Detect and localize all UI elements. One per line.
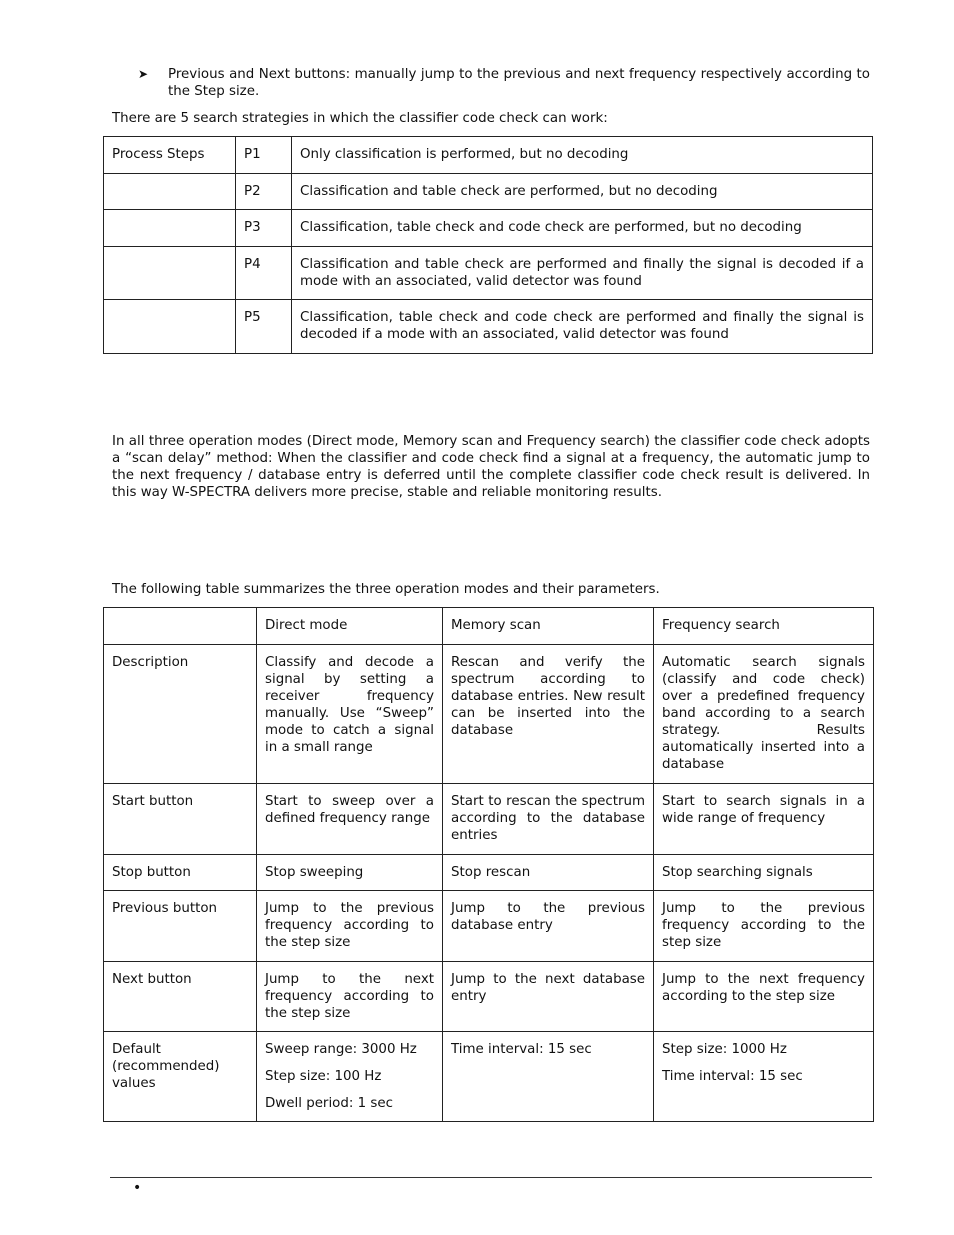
empty-cell (104, 210, 236, 247)
default-value: Dwell period: 1 sec (265, 1096, 393, 1111)
bullet-text: Previous and Next buttons: manually jump to the previous and next frequency respectively according to the Step size. (168, 67, 870, 99)
row-label: Default (recommended) values (104, 1032, 257, 1122)
frequency-cell: Jump to the previous frequency according to the step size (654, 891, 874, 962)
table-row (104, 784, 874, 855)
empty-cell (104, 300, 236, 354)
row-label: Start button (104, 784, 257, 855)
header-memory-scan: Memory scan (443, 608, 654, 645)
process-steps-label: Process Steps (104, 137, 236, 174)
row-label: Previous button (104, 891, 257, 962)
table-header-row (104, 608, 874, 645)
intro-strategies: There are 5 search strategies in which the classifier code check can work: (112, 111, 608, 126)
direct-cell: Start to sweep over a defined frequency range (257, 784, 443, 855)
step-description: Only classification is performed, but no decoding (292, 137, 873, 174)
memory-cell: Jump to the previous database entry (443, 891, 654, 962)
default-value: Step size: 1000 Hz (662, 1042, 787, 1057)
memory-cell: Rescan and verify the spectrum according to database entries. New result can be inserted into the database (443, 645, 654, 784)
table-row (104, 645, 874, 784)
direct-cell: Jump to the next frequency according to the step size (257, 962, 443, 1032)
table-row (104, 174, 873, 210)
table-row (104, 210, 873, 247)
memory-cell: Stop rescan (443, 855, 654, 891)
table-row (104, 137, 873, 174)
table-row (104, 962, 874, 1032)
header-empty (104, 608, 257, 645)
row-label: Stop button (104, 855, 257, 891)
default-value: Sweep range: 3000 Hz (265, 1042, 417, 1057)
footer-rule (110, 1177, 872, 1178)
row-label: Description (104, 645, 257, 784)
frequency-cell: Stop searching signals (654, 855, 874, 891)
direct-cell (257, 1032, 443, 1122)
step-id: P3 (236, 210, 292, 247)
step-id: P5 (236, 300, 292, 354)
default-value: Step size: 100 Hz (265, 1069, 382, 1084)
scan-delay-paragraph: In all three operation modes (Direct mode, Memory scan and Frequency search) the classifier code check adopts a “scan delay” method: When the classifier and code check find a signal at a frequency, the automatic jump to the next frequency / database entry is deferred until the complete classifier code check result is delivered. In this way W-SPECTRA delivers more precise, stable and reliable monitoring results. (112, 434, 870, 500)
direct-cell: Stop sweeping (257, 855, 443, 891)
step-id: P2 (236, 174, 292, 210)
frequency-cell: Jump to the next frequency according to the step size (654, 962, 874, 1032)
modes-table (103, 607, 874, 1122)
bullet-item (140, 66, 870, 100)
header-frequency-search: Frequency search (654, 608, 874, 645)
table-row (104, 891, 874, 962)
table-row (104, 300, 873, 354)
step-id: P1 (236, 137, 292, 174)
arrow-bullet-icon: ➤ (138, 67, 149, 81)
step-description: Classification, table check and code check are performed, but no decoding (292, 210, 873, 247)
strategies-table (103, 136, 873, 354)
frequency-cell: Start to search signals in a wide range of frequency (654, 784, 874, 855)
memory-cell: Start to rescan the spectrum according to the database entries (443, 784, 654, 855)
empty-cell (104, 174, 236, 210)
frequency-cell: Automatic search signals (classify and code check) over a predefined frequency band according to a search strategy. Results automatically inserted into a database (654, 645, 874, 784)
memory-cell (443, 1032, 654, 1122)
row-label: Next button (104, 962, 257, 1032)
step-description: Classification and table check are performed and finally the signal is decoded if a mode with an associated, valid detector was found (292, 247, 873, 300)
step-id: P4 (236, 247, 292, 300)
default-value: Time interval: 15 sec (451, 1042, 592, 1057)
frequency-cell (654, 1032, 874, 1122)
table-row (104, 1032, 874, 1122)
default-value: Time interval: 15 sec (662, 1069, 803, 1084)
table-row (104, 855, 874, 891)
step-description: Classification and table check are performed, but no decoding (292, 174, 873, 210)
header-direct-mode: Direct mode (257, 608, 443, 645)
table-row (104, 247, 873, 300)
footer-bullet: • (133, 1180, 142, 1196)
direct-cell: Classify and decode a signal by setting a receiver frequency manually. Use “Sweep” mode to catch a signal in a small range (257, 645, 443, 784)
step-description: Classification, table check and code check are performed and finally the signal is decoded if a mode with an associated, valid detector was found (292, 300, 873, 354)
memory-cell: Jump to the next database entry (443, 962, 654, 1032)
empty-cell (104, 247, 236, 300)
direct-cell: Jump to the previous frequency according to the step size (257, 891, 443, 962)
intro-modes: The following table summarizes the three operation modes and their parameters. (112, 582, 660, 597)
